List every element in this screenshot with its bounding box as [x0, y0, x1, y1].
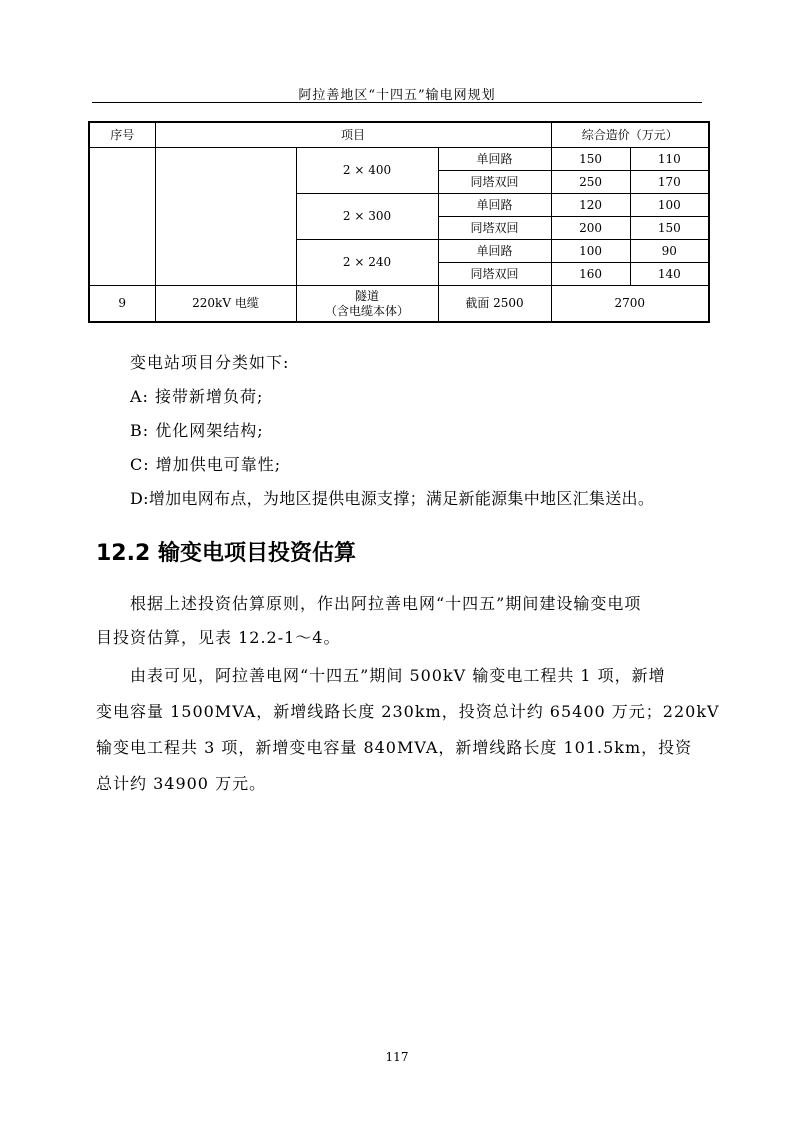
cost-cell: 100 — [630, 194, 709, 217]
type-line-2: （含电缆本体） — [324, 303, 409, 318]
type-line-1: 隧道 — [354, 288, 379, 303]
paragraph-1-line-2: 目投资估算，见表 12.2-1～4。 — [96, 628, 341, 647]
section-title: 12.2 输变电项目投资估算 — [96, 541, 356, 566]
classification-intro: 变电站项目分类如下: — [130, 353, 290, 372]
cost-cell: 110 — [630, 148, 709, 171]
header-item: 项目 — [155, 122, 551, 148]
section-cell: 截面 2500 — [438, 286, 551, 323]
circuit-cell: 单回路 — [438, 148, 551, 171]
seq-cell-empty — [89, 148, 155, 286]
header-cost: 综合造价（万元） — [551, 122, 709, 148]
circuit-cell: 同塔双回 — [438, 171, 551, 194]
cost-cell: 170 — [630, 171, 709, 194]
classification-item-b: B: 优化网架结构; — [130, 421, 264, 440]
classification-item-c: C: 增加供电可靠性; — [130, 455, 282, 474]
cost-cell: 2700 — [551, 286, 709, 323]
header-seq: 序号 — [89, 122, 155, 148]
paragraph-2-line-4: 总计约 34900 万元。 — [96, 774, 267, 793]
cost-cell: 140 — [630, 263, 709, 286]
header-rule — [92, 102, 702, 103]
page-header: 阿拉善地区“十四五”输电网规划 — [298, 88, 496, 103]
circuit-cell: 单回路 — [438, 240, 551, 263]
paragraph-2-line-3: 输变电工程共 3 项，新增变电容量 840MVA，新增线路长度 101.5km，投资 — [96, 738, 693, 757]
circuit-cell: 同塔双回 — [438, 217, 551, 240]
cost-cell: 250 — [551, 171, 630, 194]
paragraph-2-line-2: 变电容量 1500MVA，新增线路长度 230km，投资总计约 65400 万元；220kV — [96, 702, 720, 721]
cost-cell: 90 — [630, 240, 709, 263]
circuit-cell: 单回路 — [438, 194, 551, 217]
classification-item-d: D:增加电网布点，为地区提供电源支撑；满足新能源集中地区汇集送出。 — [130, 489, 655, 508]
circuit-cell: 同塔双回 — [438, 263, 551, 286]
cost-table — [88, 121, 710, 323]
cost-cell: 150 — [551, 148, 630, 171]
cost-cell: 100 — [551, 240, 630, 263]
cost-cell: 120 — [551, 194, 630, 217]
name-cell: 220kV 电缆 — [155, 286, 296, 323]
spec-cell: 2 × 240 — [296, 240, 438, 286]
item-cell-empty — [155, 148, 296, 286]
spec-cell: 2 × 300 — [296, 194, 438, 240]
spec-cell: 2 × 400 — [296, 148, 438, 194]
paragraph-2-line-1: 由表可见，阿拉善电网“十四五”期间 500kV 输变电工程共 1 项，新增 — [130, 666, 666, 685]
classification-item-a: A: 接带新增负荷; — [130, 387, 264, 406]
table-row — [89, 148, 709, 171]
cost-cell: 150 — [630, 217, 709, 240]
type-cell — [296, 286, 438, 323]
cost-cell: 200 — [551, 217, 630, 240]
paragraph-1-line-1: 根据上述投资估算原则，作出阿拉善电网“十四五”期间建设输变电项 — [130, 594, 642, 613]
cost-cell: 160 — [551, 263, 630, 286]
page-number: 117 — [385, 1050, 409, 1064]
table-row-9 — [89, 286, 709, 323]
seq-cell: 9 — [89, 286, 155, 323]
table-header-row — [89, 122, 709, 148]
